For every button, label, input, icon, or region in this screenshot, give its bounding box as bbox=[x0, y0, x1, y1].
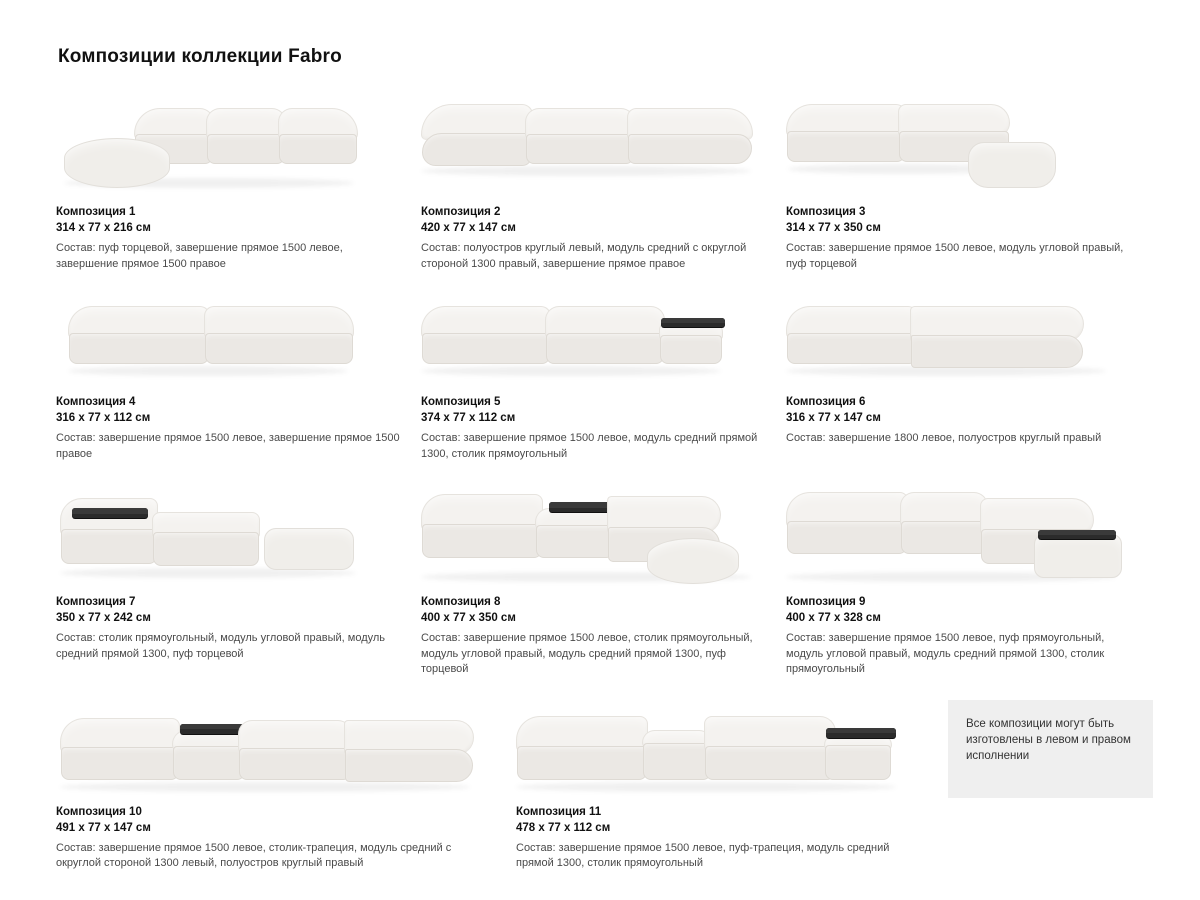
composition-card bbox=[786, 294, 1151, 462]
pouf-module bbox=[968, 142, 1056, 188]
sofa-module bbox=[659, 322, 721, 364]
pouf-module bbox=[647, 538, 739, 584]
composition-figure-6 bbox=[786, 294, 1133, 394]
pouf-module bbox=[1034, 534, 1122, 578]
sofa-module bbox=[152, 512, 258, 566]
composition-figure-9 bbox=[786, 484, 1133, 594]
composition-card bbox=[56, 484, 421, 678]
composition-card bbox=[421, 484, 786, 678]
module-base bbox=[153, 532, 259, 566]
composition-description: Состав: завершение прямое 1500 левое, модуль угловой правый, пуф торцевой bbox=[786, 242, 1124, 270]
sofa-module bbox=[206, 108, 284, 164]
figure-shadow bbox=[421, 166, 751, 176]
composition-name: Композиция 9 bbox=[786, 596, 866, 608]
composition-name: Композиция 2 bbox=[421, 206, 501, 218]
composition-name: Композиция 4 bbox=[56, 396, 136, 408]
module-base bbox=[422, 133, 532, 166]
sofa-module bbox=[824, 734, 890, 780]
sofa-module bbox=[421, 494, 541, 558]
module-base bbox=[69, 333, 209, 364]
sofa-module bbox=[421, 306, 549, 364]
pouf-module bbox=[64, 138, 170, 188]
composition-row bbox=[56, 294, 1152, 462]
composition-figure-11 bbox=[516, 704, 918, 804]
composition-card bbox=[421, 86, 786, 272]
sofa-module bbox=[627, 108, 751, 164]
module-base bbox=[279, 134, 357, 164]
composition-description: Состав: столик прямоугольный, модуль угловой правый, модуль средний прямой 1300, пуф торцевой bbox=[56, 632, 386, 660]
composition-name: Композиция 8 bbox=[421, 596, 501, 608]
sofa-module bbox=[642, 730, 710, 780]
sofa-module bbox=[525, 108, 633, 164]
sofa-module bbox=[344, 720, 472, 782]
side-table bbox=[72, 508, 148, 518]
sofa-module bbox=[900, 492, 986, 554]
module-base bbox=[705, 746, 835, 780]
sofa-module bbox=[238, 720, 350, 780]
module-base bbox=[526, 134, 634, 164]
module-base bbox=[901, 521, 987, 554]
composition-dimensions: 316 x 77 x 112 см bbox=[56, 412, 151, 424]
sofa-module bbox=[278, 108, 356, 164]
composition-dimensions: 374 x 77 x 112 см bbox=[421, 412, 516, 424]
side-table bbox=[826, 728, 896, 738]
composition-dimensions: 314 x 77 x 350 см bbox=[786, 222, 881, 234]
sofa-module bbox=[535, 508, 613, 558]
composition-name: Композиция 6 bbox=[786, 396, 866, 408]
composition-dimensions: 491 x 77 x 147 см bbox=[56, 821, 151, 834]
composition-description: Состав: завершение прямое 1500 левое, пуф прямоугольный, модуль угловой правый, модуль средний прямой 1300, столик прямоугольный bbox=[786, 632, 1105, 675]
module-base bbox=[239, 748, 351, 780]
composition-figure-1 bbox=[56, 86, 403, 204]
side-table bbox=[661, 318, 725, 327]
sofa-module bbox=[786, 492, 906, 554]
composition-dimensions: 314 x 77 x 216 см bbox=[56, 222, 151, 234]
composition-dimensions: 400 x 77 x 350 см bbox=[421, 612, 516, 624]
composition-figure-5 bbox=[421, 294, 768, 394]
module-base bbox=[787, 333, 917, 364]
composition-card bbox=[786, 86, 1151, 272]
module-base bbox=[660, 335, 722, 364]
module-base bbox=[787, 131, 905, 162]
module-base bbox=[173, 746, 245, 780]
sofa-module bbox=[704, 716, 834, 780]
composition-figure-3 bbox=[786, 86, 1133, 204]
module-base bbox=[911, 335, 1083, 368]
module-base bbox=[536, 525, 614, 558]
module-base bbox=[345, 749, 473, 782]
composition-card bbox=[56, 86, 421, 272]
module-base bbox=[787, 521, 907, 554]
composition-name: Композиция 3 bbox=[786, 206, 866, 218]
sofa-module bbox=[786, 104, 904, 162]
composition-figure-2 bbox=[421, 86, 768, 204]
pouf-module bbox=[264, 528, 354, 570]
composition-row bbox=[56, 484, 1152, 678]
module-base bbox=[546, 333, 664, 364]
info-note: Все композиции могут быть изготовлены в левом и правом исполнении bbox=[948, 700, 1153, 798]
table-top bbox=[1038, 530, 1116, 535]
composition-card bbox=[786, 484, 1151, 678]
sofa-module bbox=[60, 718, 178, 780]
table-top bbox=[72, 508, 148, 514]
composition-figure-4 bbox=[56, 294, 403, 394]
module-base bbox=[517, 746, 647, 780]
module-base bbox=[628, 134, 752, 164]
sofa-module bbox=[172, 730, 244, 780]
composition-dimensions: 316 x 77 x 147 см bbox=[786, 412, 881, 424]
page-title: Композиции коллекции Fabro bbox=[58, 46, 342, 67]
module-base bbox=[643, 743, 711, 780]
composition-card bbox=[56, 294, 421, 462]
composition-dimensions: 478 x 77 x 112 см bbox=[516, 821, 611, 834]
composition-dimensions: 400 x 77 x 328 см bbox=[786, 612, 881, 624]
module-base bbox=[205, 333, 353, 364]
sofa-module bbox=[545, 306, 663, 364]
composition-card bbox=[421, 294, 786, 462]
composition-figure-8 bbox=[421, 484, 768, 594]
sofa-module bbox=[68, 306, 208, 364]
composition-name: Композиция 1 bbox=[56, 206, 136, 218]
module-base bbox=[207, 134, 285, 164]
composition-description: Состав: завершение прямое 1500 левое, пуф-трапеция, модуль средний прямой 1300, столик прямоугольный bbox=[516, 841, 890, 869]
module-base bbox=[825, 745, 891, 779]
sofa-module bbox=[910, 306, 1082, 368]
sofa-module bbox=[204, 306, 352, 364]
composition-name: Композиция 11 bbox=[516, 805, 602, 818]
composition-description: Состав: завершение прямое 1500 левое, модуль средний прямой 1300, столик прямоугольный bbox=[421, 432, 758, 460]
module-base bbox=[61, 529, 157, 564]
composition-card bbox=[516, 704, 936, 872]
module-base bbox=[61, 747, 179, 780]
figure-shadow bbox=[60, 782, 470, 792]
table-top bbox=[661, 318, 725, 323]
figure-shadow bbox=[421, 366, 721, 376]
composition-dimensions: 350 x 77 x 242 см bbox=[56, 612, 151, 624]
composition-name: Композиция 10 bbox=[56, 805, 142, 818]
composition-description: Состав: полуостров круглый левый, модуль средний с округлой стороной 1300 правый, завершение прямое правое bbox=[421, 242, 747, 270]
composition-description: Состав: завершение прямое 1500 левое, столик-трапеция, модуль средний с округлой стороной 1300 левый, полуостров круглый правый bbox=[56, 841, 452, 869]
composition-description: Состав: завершение прямое 1500 левое, столик прямоугольный, модуль угловой правый, модуль средний прямой 1300, пуф торцевой bbox=[421, 632, 753, 675]
sofa-module bbox=[516, 716, 646, 780]
module-base bbox=[422, 333, 550, 364]
composition-dimensions: 420 x 77 x 147 см bbox=[421, 222, 516, 234]
module-base bbox=[422, 524, 542, 558]
composition-description: Состав: пуф торцевой, завершение прямое 1500 левое, завершение прямое 1500 правое bbox=[56, 242, 343, 270]
table-top bbox=[826, 728, 896, 734]
composition-row bbox=[56, 86, 1152, 272]
composition-card bbox=[56, 704, 516, 872]
composition-description: Состав: завершение прямое 1500 левое, завершение прямое 1500 правое bbox=[56, 432, 400, 460]
figure-shadow bbox=[68, 366, 348, 376]
composition-name: Композиция 7 bbox=[56, 596, 136, 608]
composition-figure-7 bbox=[56, 484, 403, 594]
composition-description: Состав: завершение 1800 левое, полуостров круглый правый bbox=[786, 432, 1102, 444]
sofa-module bbox=[421, 104, 531, 166]
sofa-module bbox=[786, 306, 916, 364]
figure-shadow bbox=[516, 782, 896, 792]
composition-name: Композиция 5 bbox=[421, 396, 501, 408]
composition-figure-10 bbox=[56, 704, 498, 804]
side-table bbox=[1038, 530, 1116, 539]
